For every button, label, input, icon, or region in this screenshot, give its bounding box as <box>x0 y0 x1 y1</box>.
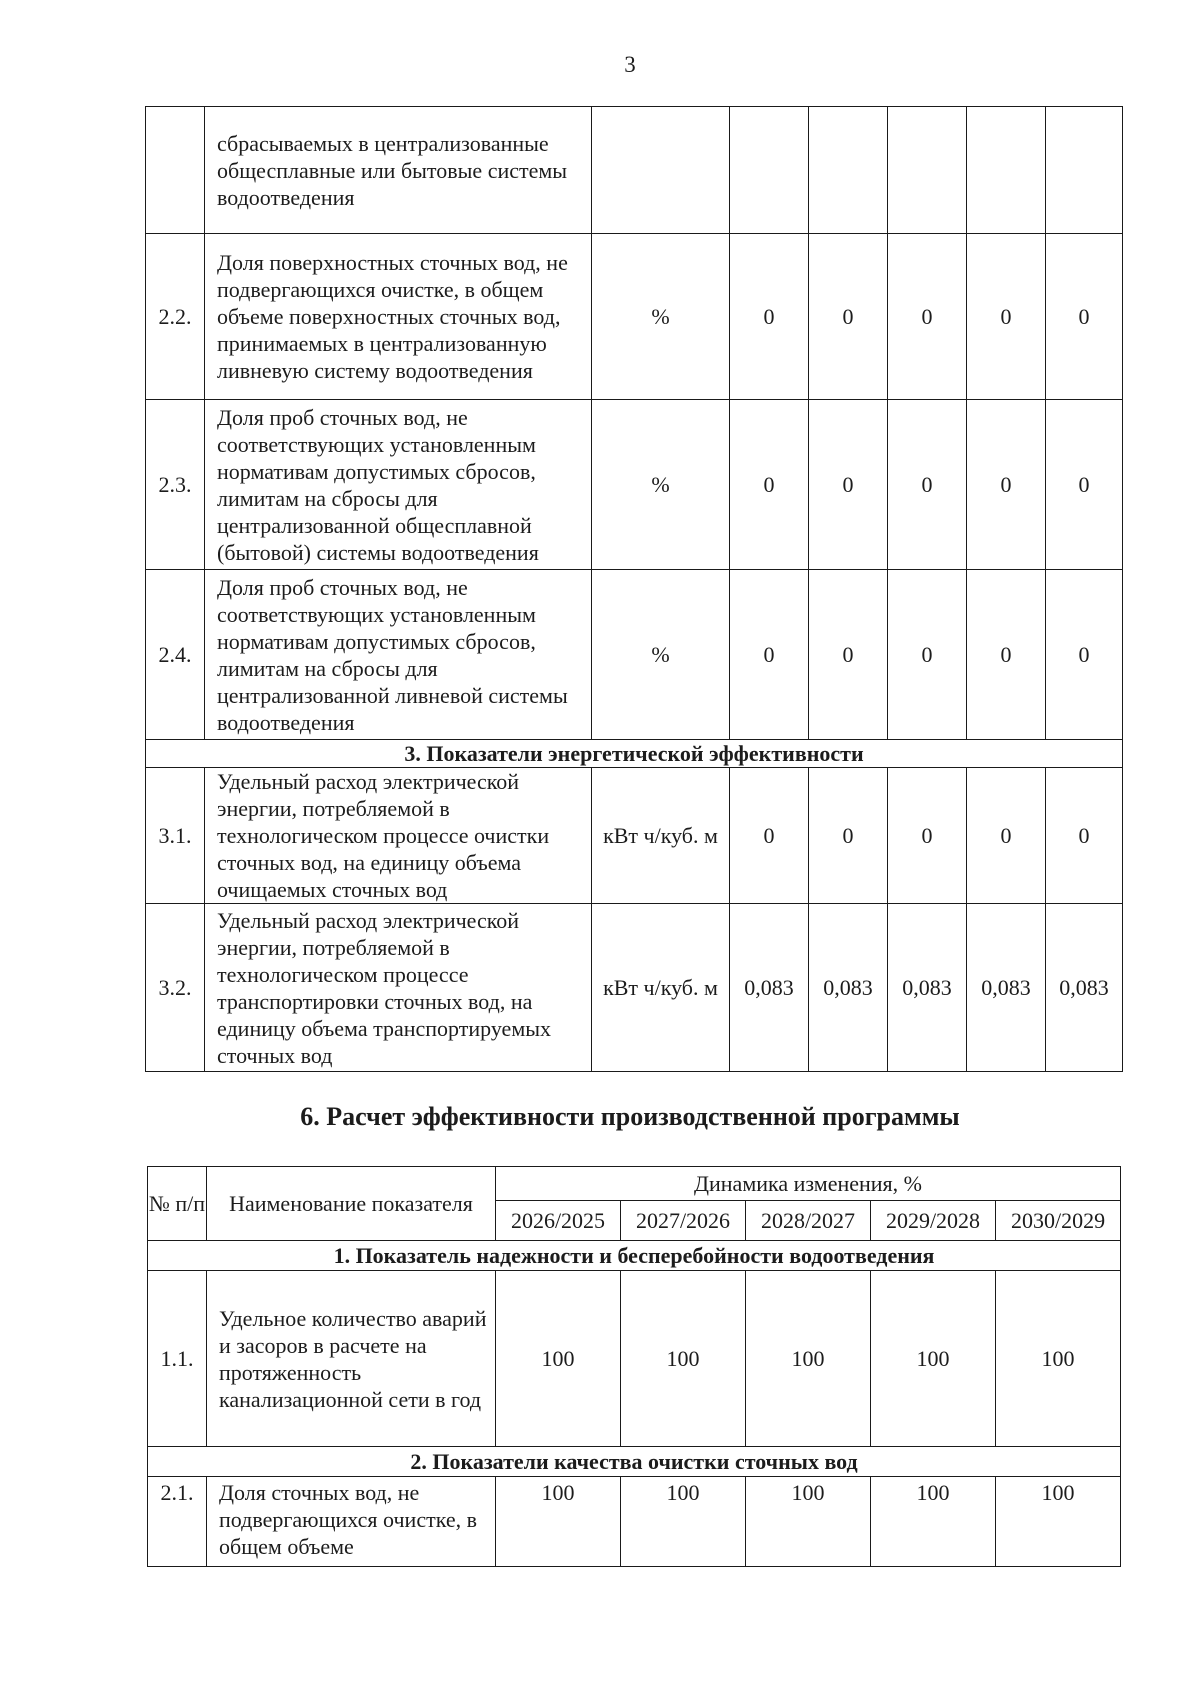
indicator-name: Доля поверхностных сточных вод, не подвергающихся очистке, в общем объеме поверхностных сточных вод, принимаемых в централизованную ливневую систему водоотведения <box>205 234 592 400</box>
value-cell: 100 <box>621 1271 746 1447</box>
unit-cell: кВт ч/куб. м <box>592 768 730 904</box>
value-cell: 0,083 <box>730 904 809 1072</box>
value-cell <box>967 107 1046 234</box>
section-heading: 6. Расчет эффективности производственной программы <box>300 1102 960 1131</box>
row-number: 3.1. <box>146 768 205 904</box>
value-cell: 0,083 <box>888 904 967 1072</box>
header-year: 2028/2027 <box>746 1201 871 1241</box>
value-cell <box>888 107 967 234</box>
value-cell: 0 <box>1046 570 1123 740</box>
header-name: Наименование показателя <box>207 1167 496 1241</box>
value-cell: 0 <box>1046 400 1123 570</box>
indicator-name: Доля проб сточных вод, не соответствующих установленным нормативам допустимых сбросов, лимитам на сбросы для централизованной ливневой системы водоотведения <box>205 570 592 740</box>
value-cell: 0 <box>730 570 809 740</box>
value-cell: 0 <box>888 768 967 904</box>
table-row <box>146 400 1123 570</box>
header-year: 2027/2026 <box>621 1201 746 1241</box>
value-cell: 100 <box>746 1477 871 1567</box>
table-row <box>146 234 1123 400</box>
row-number: 2.1. <box>148 1477 207 1567</box>
row-number: 1.1. <box>148 1271 207 1447</box>
value-cell: 0 <box>967 768 1046 904</box>
value-cell: 100 <box>621 1477 746 1567</box>
value-cell: 0 <box>730 400 809 570</box>
value-cell: 0 <box>730 234 809 400</box>
row-number: 3.2. <box>146 904 205 1072</box>
value-cell: 0 <box>809 400 888 570</box>
value-cell: 100 <box>996 1477 1121 1567</box>
indicator-name: Доля проб сточных вод, не соответствующих установленным нормативам допустимых сбросов, лимитам на сбросы для централизованной общесплавной (бытовой) системы водоотведения <box>205 400 592 570</box>
header-year: 2030/2029 <box>996 1201 1121 1241</box>
indicator-name: сбрасываемых в централизованные общесплавные или бытовые системы водоотведения <box>205 107 592 234</box>
unit-cell: % <box>592 234 730 400</box>
value-cell: 0 <box>1046 234 1123 400</box>
indicator-name: Удельный расход электрической энергии, потребляемой в технологическом процессе очистки сточных вод, на единицу объема очищаемых сточных вод <box>205 768 592 904</box>
table-row <box>148 1477 1121 1567</box>
row-number: 2.2. <box>146 234 205 400</box>
indicator-name: Удельное количество аварий и засоров в расчете на протяженность канализационной сети в год <box>207 1271 496 1447</box>
efficiency-table <box>147 1166 1121 1567</box>
header-dynamics: Динамика изменения, % <box>496 1167 1121 1201</box>
table-header-row <box>148 1167 1121 1201</box>
section-title: 1. Показатель надежности и бесперебойности водоотведения <box>148 1241 1121 1271</box>
value-cell <box>809 107 888 234</box>
value-cell: 0 <box>967 400 1046 570</box>
row-number: 2.4. <box>146 570 205 740</box>
value-cell: 0,083 <box>967 904 1046 1072</box>
value-cell: 100 <box>871 1271 996 1447</box>
indicator-name: Удельный расход электрической энергии, потребляемой в технологическом процессе транспортировки сточных вод, на единицу объема транспортируемых сточных вод <box>205 904 592 1072</box>
value-cell: 0 <box>888 570 967 740</box>
table-row <box>148 1271 1121 1447</box>
header-year: 2026/2025 <box>496 1201 621 1241</box>
header-num: № п/п <box>148 1167 207 1241</box>
table-row <box>146 768 1123 904</box>
unit-cell: % <box>592 570 730 740</box>
unit-cell: кВт ч/куб. м <box>592 904 730 1072</box>
value-cell: 0 <box>809 768 888 904</box>
value-cell: 0 <box>967 570 1046 740</box>
section-header-row <box>146 740 1123 768</box>
table-row <box>146 904 1123 1072</box>
value-cell: 0,083 <box>809 904 888 1072</box>
table-row <box>146 107 1123 234</box>
value-cell <box>1046 107 1123 234</box>
value-cell: 100 <box>496 1271 621 1447</box>
indicators-table <box>145 106 1123 1072</box>
value-cell: 0,083 <box>1046 904 1123 1072</box>
header-year: 2029/2028 <box>871 1201 996 1241</box>
value-cell: 0 <box>809 570 888 740</box>
value-cell: 0 <box>967 234 1046 400</box>
value-cell: 100 <box>996 1271 1121 1447</box>
table-row <box>146 570 1123 740</box>
section-title: 3. Показатели энергетической эффективности <box>146 740 1123 768</box>
section-title: 2. Показатели качества очистки сточных вод <box>148 1447 1121 1477</box>
row-number <box>146 107 205 234</box>
value-cell: 0 <box>809 234 888 400</box>
value-cell: 0 <box>730 768 809 904</box>
value-cell: 100 <box>746 1271 871 1447</box>
unit-cell <box>592 107 730 234</box>
row-number: 2.3. <box>146 400 205 570</box>
value-cell: 0 <box>888 234 967 400</box>
value-cell <box>730 107 809 234</box>
indicator-name: Доля сточных вод, не подвергающихся очистке, в общем объеме <box>207 1477 496 1567</box>
section-header-row <box>148 1447 1121 1477</box>
page-number: 3 <box>624 52 636 77</box>
value-cell: 100 <box>496 1477 621 1567</box>
value-cell: 0 <box>888 400 967 570</box>
value-cell: 0 <box>1046 768 1123 904</box>
unit-cell: % <box>592 400 730 570</box>
value-cell: 100 <box>871 1477 996 1567</box>
section-header-row <box>148 1241 1121 1271</box>
